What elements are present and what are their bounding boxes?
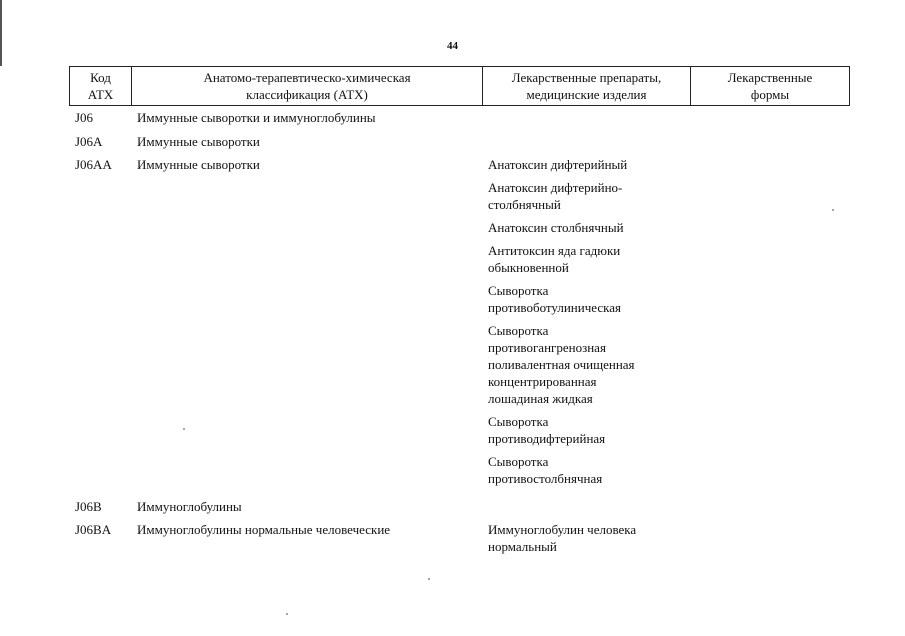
drug-item bbox=[488, 521, 688, 555]
row-code: J06AA bbox=[75, 157, 112, 172]
drug-item bbox=[488, 282, 688, 316]
drug-list bbox=[488, 156, 688, 493]
row-name: Иммуноглобулины нормальные человеческие bbox=[137, 522, 391, 537]
row-code: J06 bbox=[75, 110, 94, 125]
drug-line: Сыворотка bbox=[488, 323, 549, 338]
drug-list bbox=[488, 521, 688, 561]
drug-line: лошадиная жидкая bbox=[488, 391, 593, 406]
drug-line: Сыворотка bbox=[488, 283, 549, 298]
drug-line: Иммуноглобулин человека bbox=[488, 522, 637, 537]
drug-item bbox=[488, 219, 688, 236]
header-code-line-2: АТХ bbox=[87, 87, 114, 102]
drug-line: столбнячный bbox=[488, 197, 561, 212]
drug-line: Анатоксин столбнячный bbox=[488, 220, 624, 235]
header-classification bbox=[131, 67, 482, 105]
drug-line: Антитоксин яда гадюки bbox=[488, 243, 621, 258]
header-forms bbox=[690, 67, 849, 105]
row-code: J06BA bbox=[75, 522, 112, 537]
drug-line: нормальный bbox=[488, 539, 557, 554]
drug-line: концентрированная bbox=[488, 374, 597, 389]
drug-line: поливалентная очищенная bbox=[488, 357, 635, 372]
header-forms-line-2: формы bbox=[750, 87, 790, 102]
header-code bbox=[70, 67, 131, 105]
drug-item bbox=[488, 413, 688, 447]
scan-speck bbox=[183, 428, 185, 430]
header-drugs bbox=[482, 67, 690, 105]
drug-line: противостолбнячная bbox=[488, 471, 603, 486]
header-drugs-line-1: Лекарственные препараты, bbox=[511, 70, 662, 85]
header-classification-line-1: Анатомо-терапевтическо-химическая bbox=[203, 70, 411, 85]
drug-item bbox=[488, 156, 688, 173]
drug-line: Анатоксин дифтерийный bbox=[488, 157, 628, 172]
drug-line: противогангренозная bbox=[488, 340, 606, 355]
header-classification-line-2: классификация (АТХ) bbox=[246, 87, 368, 102]
drug-line: Анатоксин дифтерийно- bbox=[488, 180, 623, 195]
drug-line: обыкновенной bbox=[488, 260, 569, 275]
drug-item bbox=[488, 179, 688, 213]
header-forms-line-1: Лекарственные bbox=[727, 70, 813, 85]
page-number: 44 bbox=[447, 40, 458, 52]
scan-speck bbox=[832, 209, 834, 211]
scan-edge-mark bbox=[0, 0, 2, 66]
drug-line: Сыворотка bbox=[488, 454, 549, 469]
drug-item bbox=[488, 242, 688, 276]
scan-speck bbox=[286, 613, 288, 615]
drug-item bbox=[488, 453, 688, 487]
drug-line: противоботулиническая bbox=[488, 300, 621, 315]
drug-line: Сыворотка bbox=[488, 414, 549, 429]
row-name: Иммунные сыворотки bbox=[137, 134, 260, 149]
header-drugs-line-2: медицинские изделия bbox=[526, 87, 647, 102]
drug-line: противодифтерийная bbox=[488, 431, 606, 446]
row-code: J06B bbox=[75, 499, 102, 514]
scan-speck bbox=[428, 578, 430, 580]
table-header bbox=[69, 66, 850, 106]
row-code: J06A bbox=[75, 134, 103, 149]
header-code-line-1: Код bbox=[90, 70, 111, 85]
drug-item bbox=[488, 322, 688, 407]
row-name: Иммунные сыворотки и иммуноглобулины bbox=[137, 110, 376, 125]
row-name: Иммунные сыворотки bbox=[137, 157, 260, 172]
row-name: Иммуноглобулины bbox=[137, 499, 242, 514]
